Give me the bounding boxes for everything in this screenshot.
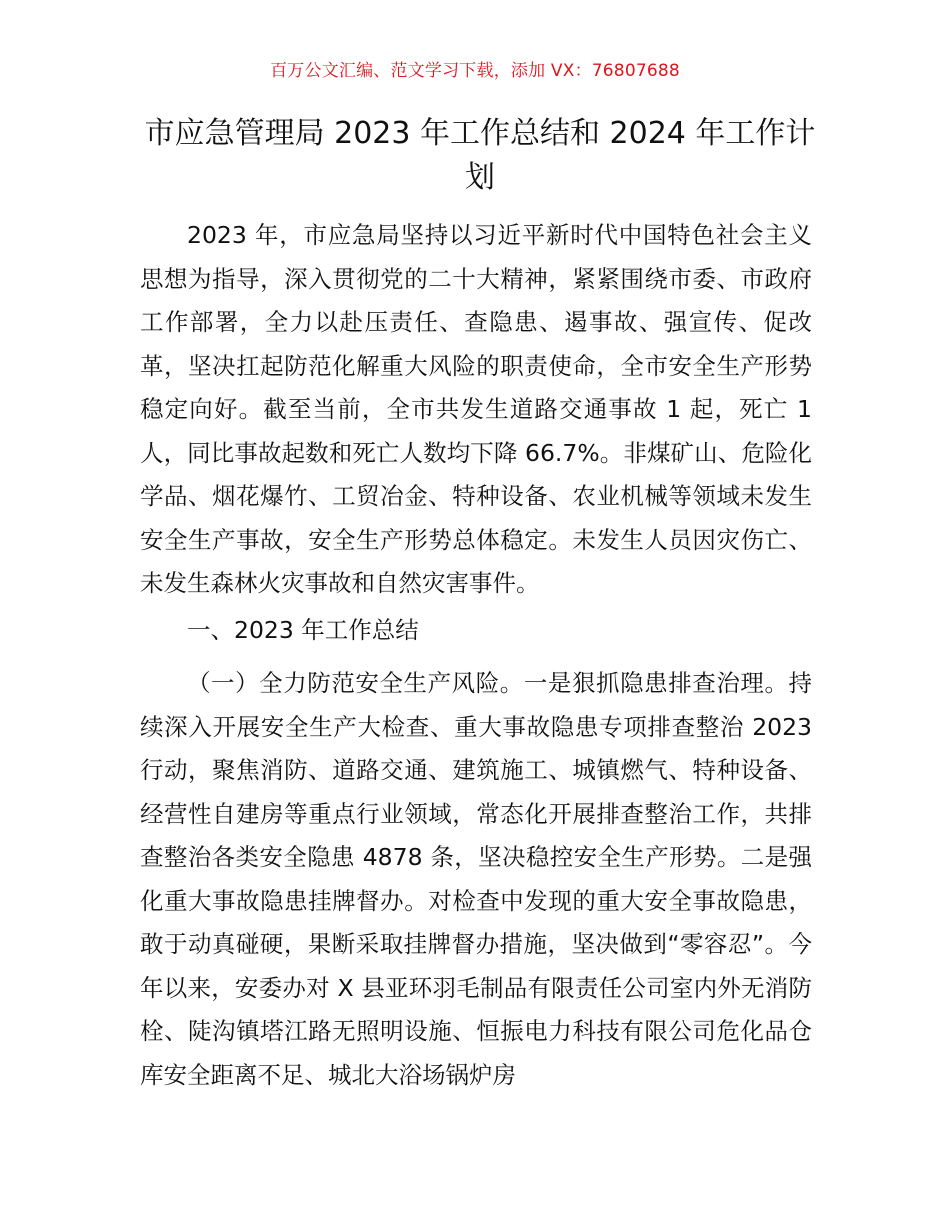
section-heading: 一、2023 年工作总结 [187, 615, 419, 644]
document-title: 市应急管理局 2023 年工作总结和 2024 年工作计划 [144, 116, 816, 195]
document-body [140, 214, 812, 1097]
intro-paragraph: 2023 年，市应急局坚持以习近平新时代中国特色社会主义思想为指导，深入贯彻党的二十大精神，紧紧围绕市委、市政府工作部署，全力以赴压责任、查隐患、遏事故、强宣传、促改革，坚决扛起防范化解重大风险的职责使命，全市安全生产形势稳定向好。截至当前，全市共发生道路交通事故 1 起，死亡 1 人，同比事故起数和死亡人数均下降 66.7%。非煤矿山、危险化学品、烟花爆竹、工贸冶金、特种设备、农业机械等领域未发生安全生产事故，安全生产形势总体稳定。未发生人员因灾伤亡、未发生森林火灾事故和自然灾害事件。 [140, 221, 812, 597]
body-paragraph: （一）全力防范安全生产风险。一是狠抓隐患排查治理。持续深入开展安全生产大检查、重大事故隐患专项排查整治 2023 行动，聚焦消防、道路交通、建筑施工、城镇燃气、特种设备、经营性自建房等重点行业领域，常态化开展排查整治工作，共排查整治各类安全隐患 4878 条，坚决稳控安全生产形势。二是强化重大事故隐患挂牌督办。对检查中发现的重大安全事故隐患，敢于动真碰硬，果断采取挂牌督办措施，坚决做到“零容忍”。今年以来，安委办对 X 县亚环羽毛制品有限责任公司室内外无消防栓、陡沟镇塔江路无照明设施、恒振电力科技有限公司危化品仓库安全距离不足、城北大浴场锅炉房 [140, 669, 812, 1089]
watermark-header: 百万公文汇编、范文学习下载，添加 VX：76807688 [270, 61, 680, 81]
